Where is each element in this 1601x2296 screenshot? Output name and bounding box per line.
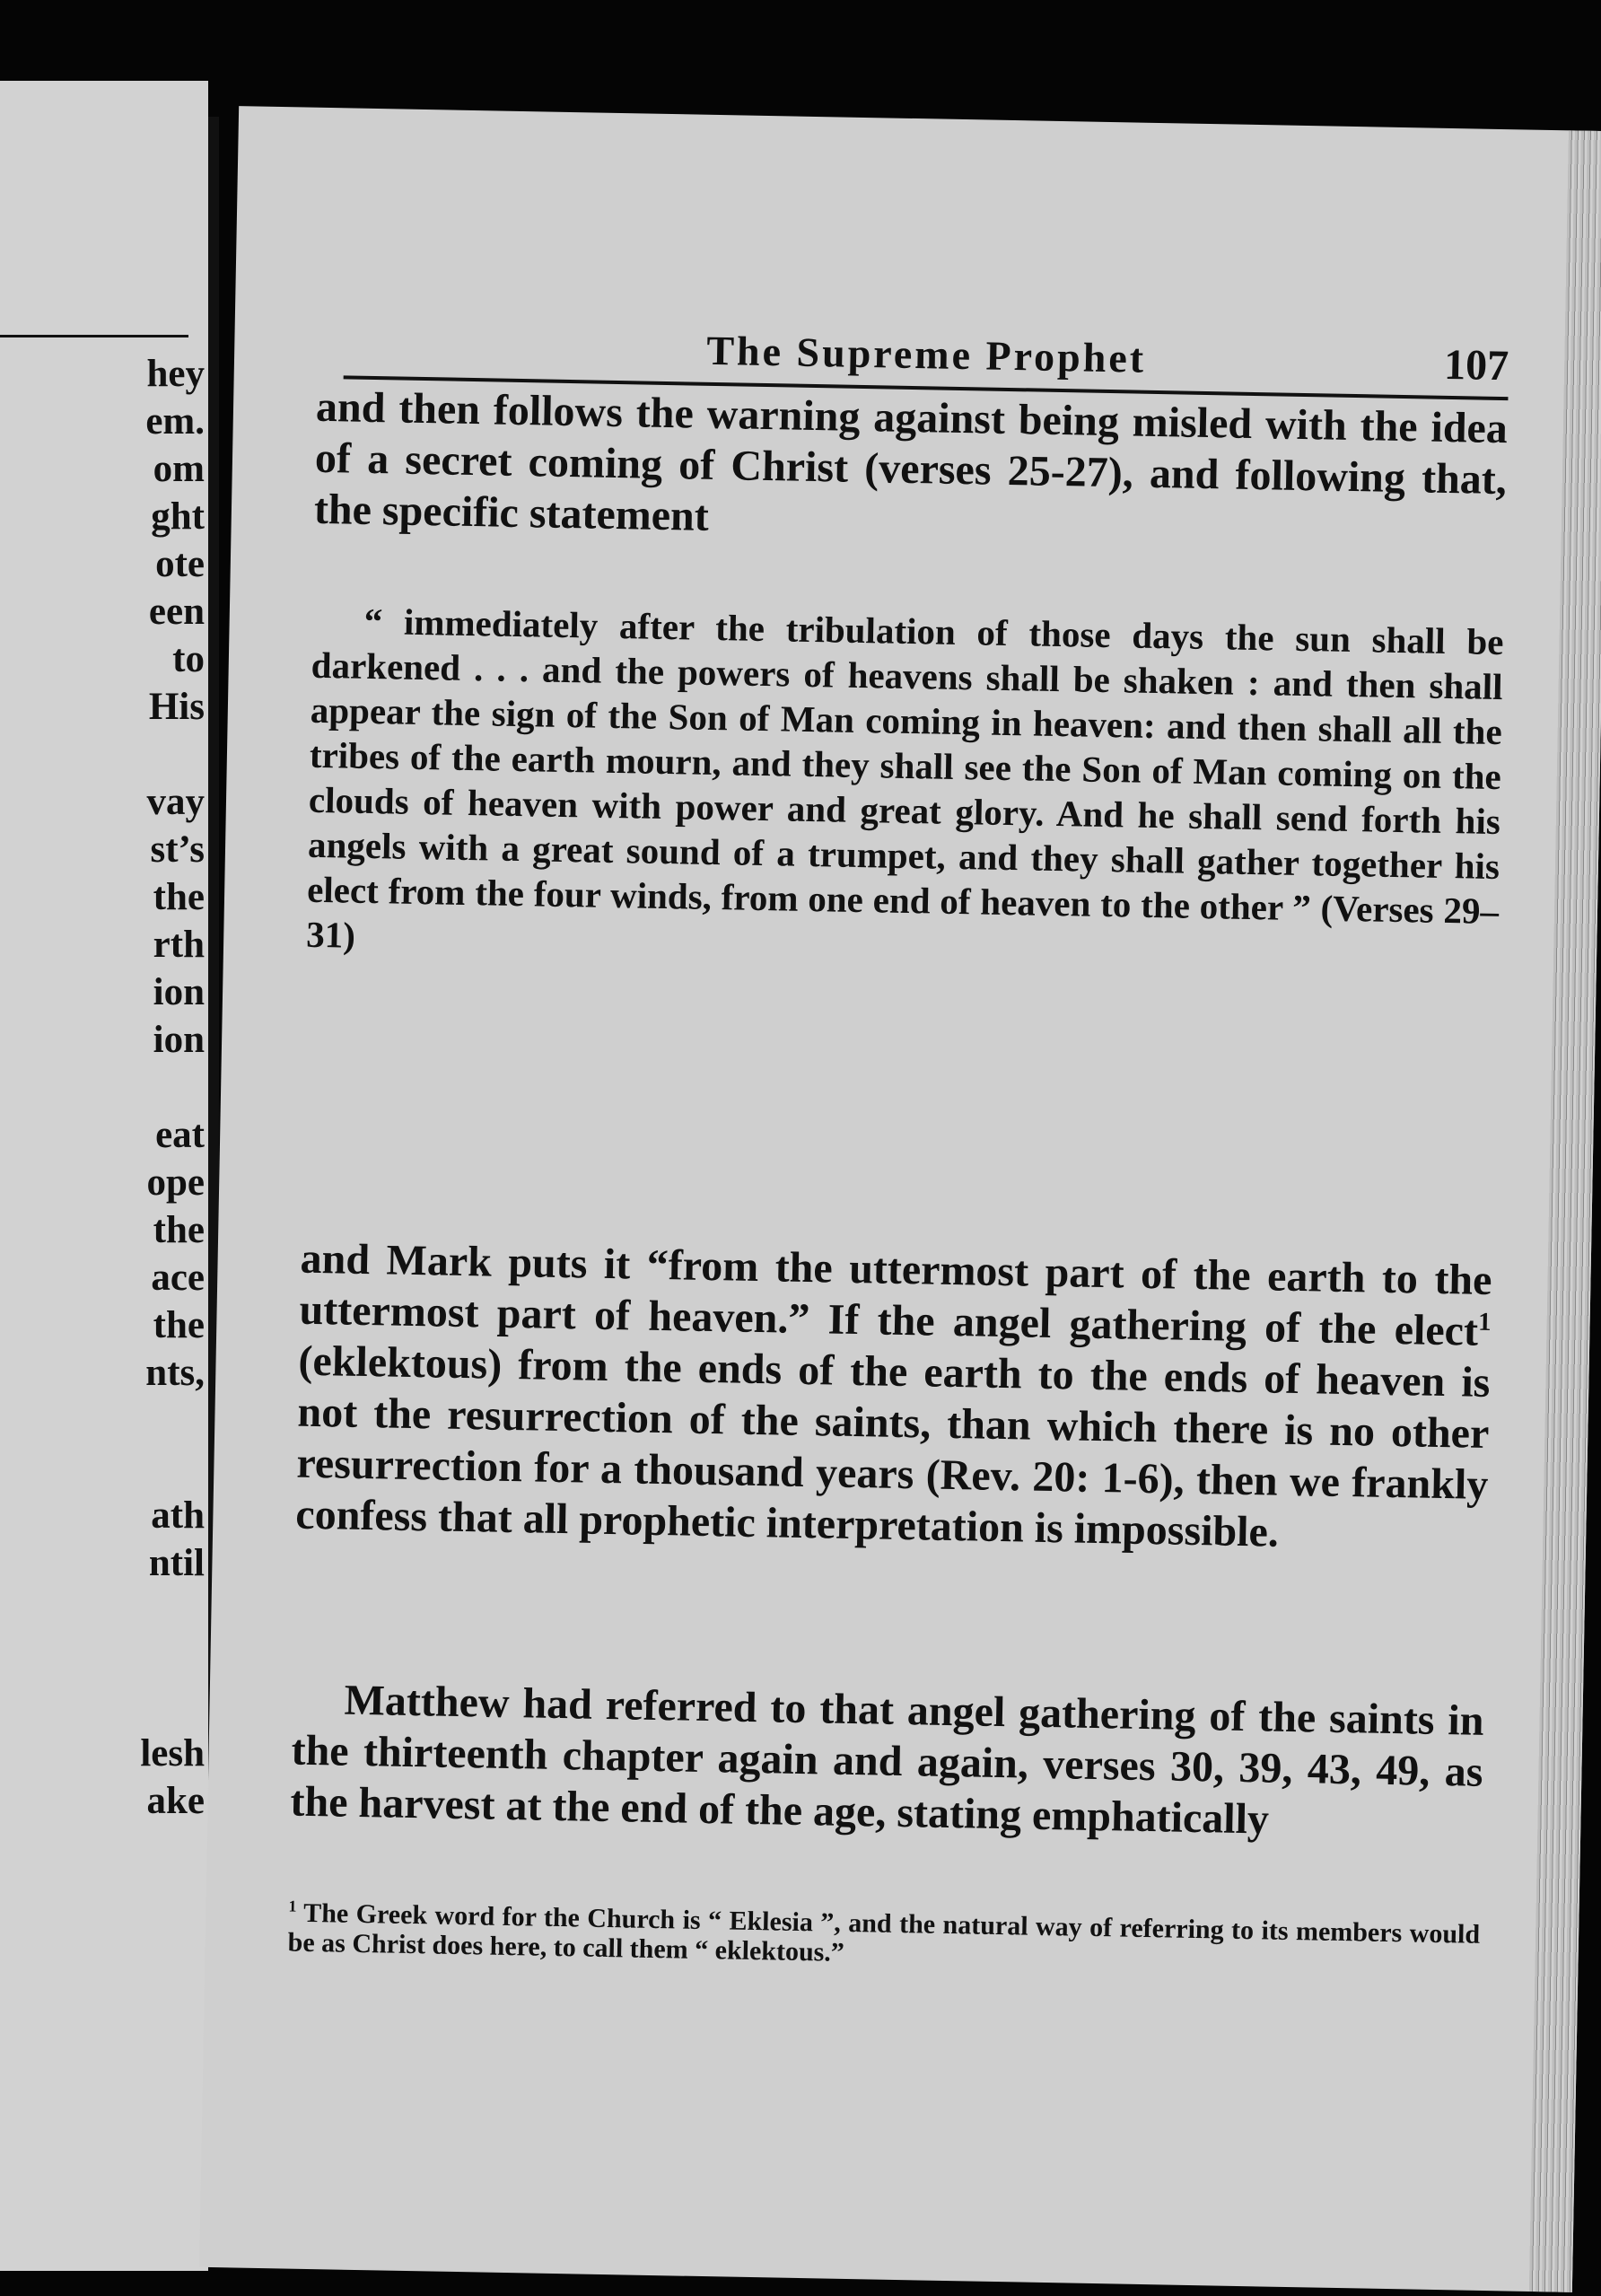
facing-left-page [0,81,208,2271]
left-page-line-end: the [153,1209,205,1251]
left-page-line-end: een [148,591,205,633]
left-page-header-rule [0,335,188,337]
left-page-line-end [16,1397,205,1444]
paragraph-mark-text-a: and Mark puts it “from the uttermost part of the earth to the uttermost part of heaven.” If the angel gathering of the elect [299,1234,1492,1355]
left-page-line-end: om [153,448,205,490]
footnote-reference: 1 [1477,1307,1492,1336]
left-page-line-end: ote [155,543,205,585]
left-page-line-end: nts, [145,1352,205,1394]
left-page-line-end: ope [146,1161,205,1204]
footnote-mark: 1 [288,1897,297,1915]
paragraph-matthew: Matthew had referred to that angel gathering of the saints in the thirteenth chapter again and again, verses 30, 39, 43, 49, as the harvest at the end of the age, stating emphatically [290,1676,1484,1844]
text-block-3 [290,1674,1484,1849]
page-number: 107 [1443,340,1509,390]
left-page-line-ends [16,350,205,1825]
left-page-line-end: to [172,638,205,680]
left-page-line-end: ion [153,971,205,1013]
page-edges [1529,130,1601,2292]
left-page-line-end [16,731,205,778]
left-page-line-end: hey [146,353,205,395]
text-block-quote [306,598,1504,978]
paragraph-continuation: and then follows the warning against being misled with the idea of a secret coming of Christ (verses 25-27), and following that, the specific statement [313,382,1509,540]
footnote [287,1898,1480,1979]
left-page-line-end: ake [146,1780,205,1822]
left-page-line-end: ath [151,1494,205,1537]
left-page-line-end: ion [153,1019,205,1061]
text-block-1 [313,381,1508,556]
left-page-line-end: eat [155,1114,205,1156]
book-page [199,106,1601,2292]
scripture-quotation: “ immediately after the tribulation of those days the sun shall be darkened . . . and the powers of heavens shall be shaken : and then shall appear the sign of the Son of Man coming in heaven: and then shall all the tribes of the earth mourn, and they shall see the Son of Man coming on the clouds of heaven with power and great glory. And he shall send forth his angels with a great sound of a trumpet, and they shall gather together his elect from the four winds, from one end of heaven to the other ” (Verses 29–31) [305,600,1504,956]
footnote-text: The Greek word for the Church is “ Eklesia ”, and the natural way of referring to its members would be as Christ does here, to call them “ eklektous.” [287,1897,1481,1967]
left-page-line-end: ntil [148,1542,205,1584]
text-block-2 [295,1233,1492,1562]
left-page-line-end: the [153,876,205,918]
left-page-line-end: st’s [150,828,205,871]
left-page-line-end [16,1587,205,1634]
left-page-line-end [16,1064,205,1111]
left-page-line-end: ght [151,495,205,538]
left-page-line-end [16,1634,205,1682]
left-page-line-end [16,1682,205,1730]
left-page-line-end: His [148,686,205,728]
left-page-line-end: em. [145,400,205,443]
left-page-line-end: rth [153,924,205,966]
paragraph-mark [295,1233,1492,1562]
left-page-line-end: the [153,1304,205,1346]
left-page-line-end: ace [151,1257,205,1299]
left-page-line-end: vay [146,781,205,823]
left-page-line-end: lesh [140,1732,205,1775]
left-page-line-end [16,1444,205,1492]
paragraph-mark-text-b: (eklektous) from the ends of the earth to the ends of heaven is not the resurrection of the saints, than which there is no other resurrection for a thousand years (Rev. 20: 1-6), then we frankly confess that all prophetic interpretation is impossible. [294,1336,1491,1556]
running-head: The Supreme Prophet [705,327,1147,381]
